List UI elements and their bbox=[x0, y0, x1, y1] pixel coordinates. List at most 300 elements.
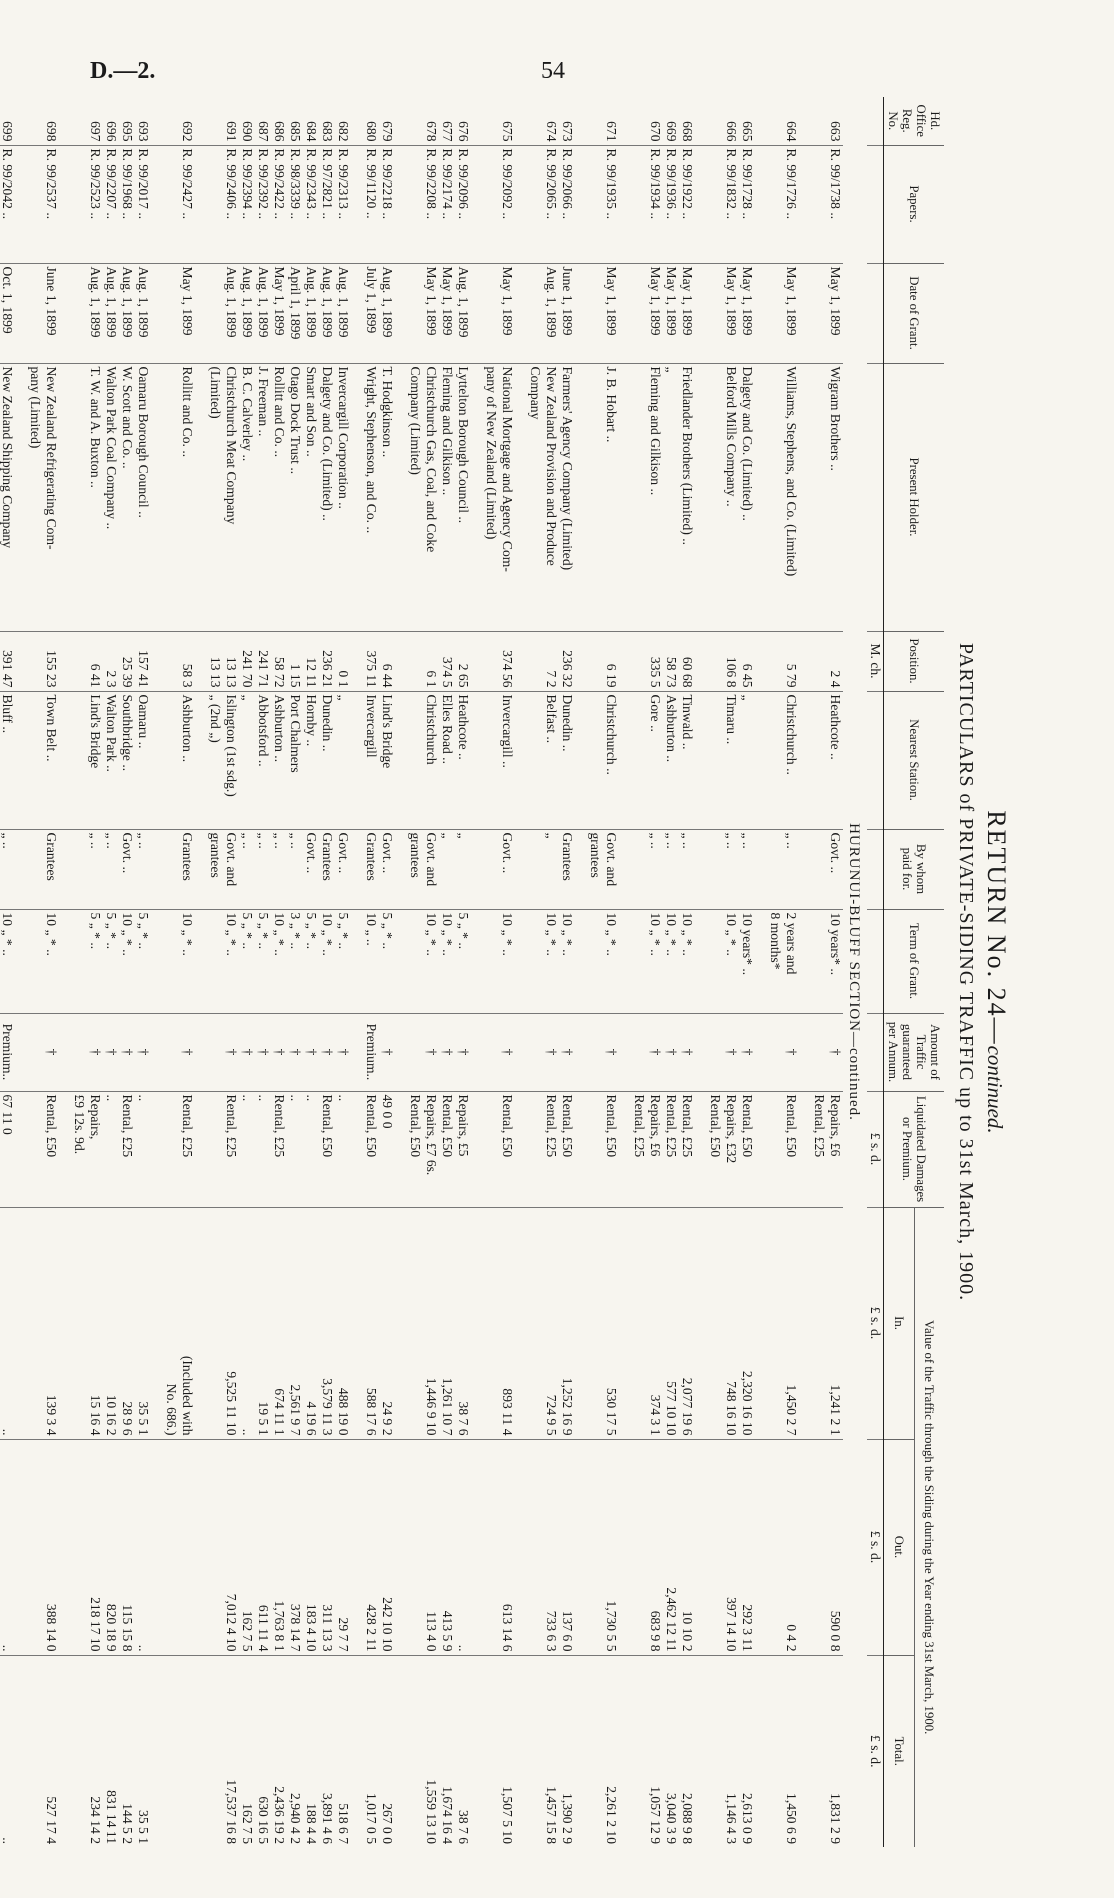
cell-reg-no: 695 bbox=[119, 97, 135, 145]
cell-in bbox=[483, 1207, 499, 1439]
table-row bbox=[543, 97, 559, 1847]
cell-term bbox=[71, 909, 87, 1013]
cell-total: 630 16 5 bbox=[256, 1796, 271, 1844]
cell-reg-no: 669 bbox=[663, 97, 679, 145]
cell-paid-by bbox=[527, 829, 543, 909]
table-row bbox=[303, 97, 319, 1847]
col-paid-by: By whom paid for. bbox=[884, 829, 945, 909]
cell-paid-by: „ bbox=[439, 829, 455, 909]
cell-in bbox=[587, 1207, 603, 1439]
return-title: RETURN No. 24—continued. bbox=[982, 810, 1011, 1134]
cell-damages: £9 12s. 9d. bbox=[71, 1091, 87, 1207]
cell-position bbox=[767, 631, 783, 691]
cell-station: Islington (1st sdg.) bbox=[223, 691, 239, 829]
cell-damages: Repairs, £6 bbox=[827, 1091, 843, 1207]
cell-papers: R. 99/1726 .. bbox=[783, 145, 799, 263]
cell-paid-by: „ .. bbox=[0, 829, 15, 909]
cell-out: 428 2 11 bbox=[363, 1439, 379, 1655]
cell-station: Christchurch .. bbox=[603, 691, 619, 829]
cell-damages: .. bbox=[287, 1091, 303, 1207]
cell-paid-by: „ .. bbox=[87, 829, 103, 909]
spacer-cell bbox=[471, 1439, 483, 1655]
cell-out bbox=[407, 1439, 423, 1655]
cell-traffic: † bbox=[647, 1013, 663, 1091]
cell-papers: R. 99/1968 .. bbox=[119, 145, 135, 263]
cell-date bbox=[527, 263, 543, 363]
spacer-cell bbox=[395, 1013, 407, 1091]
cell-term: 10 „ * .. bbox=[603, 909, 619, 1013]
cell-damages: Rental, £25 bbox=[271, 1091, 287, 1207]
cell-reg-no: 670 bbox=[647, 97, 663, 145]
cell-paid-by: Govt. .. bbox=[303, 829, 319, 909]
cell-position: 374 56 bbox=[499, 631, 515, 691]
cell-term: 10 years* .. bbox=[827, 909, 843, 1013]
col-value-group: Value of the Traffic through the Siding during the Year ending 31st March, 1900. bbox=[914, 1207, 944, 1847]
spacer-cell bbox=[151, 263, 163, 363]
group-spacer bbox=[515, 97, 527, 1847]
cell-position: 6 41 bbox=[87, 631, 103, 691]
spacer-cell bbox=[515, 1013, 527, 1091]
cell-holder bbox=[631, 363, 647, 631]
spacer-cell bbox=[695, 1439, 707, 1655]
cell-damages: .. bbox=[103, 1091, 119, 1207]
cell-position: 7 2 bbox=[543, 631, 559, 691]
table-row bbox=[103, 97, 119, 1847]
cell-traffic: † bbox=[603, 1013, 619, 1091]
spacer-cell bbox=[755, 829, 767, 909]
cell-damages: Rental, £25 bbox=[179, 1091, 195, 1207]
cell-reg-no: 671 bbox=[603, 97, 619, 145]
cell-date: May 1, 1899 bbox=[439, 263, 455, 363]
cell-date bbox=[71, 263, 87, 363]
cell-in: .. bbox=[0, 1207, 15, 1439]
cell-station: Timaru .. bbox=[723, 691, 739, 829]
cell-out: 2,462 12 11 bbox=[663, 1439, 679, 1655]
cell-reg-no bbox=[71, 97, 87, 145]
cell-date bbox=[587, 263, 603, 363]
spacer-cell bbox=[575, 1207, 587, 1439]
cell-term: 8 months* bbox=[767, 909, 783, 1013]
cell-traffic: † bbox=[559, 1013, 575, 1091]
cell-position: 6 1 bbox=[423, 631, 439, 691]
cell-total bbox=[811, 1655, 827, 1847]
cell-paid-by: „ .. bbox=[739, 829, 755, 909]
spacer-cell bbox=[195, 829, 207, 909]
cell-position: 1 15 bbox=[287, 631, 303, 691]
cell-paid-by bbox=[767, 829, 783, 909]
cell-total: 35 5 1 bbox=[136, 1810, 151, 1844]
cell-papers: R. 99/2174 .. bbox=[439, 145, 455, 263]
table-row bbox=[319, 97, 335, 1847]
cell-total: 518 6 7 bbox=[336, 1803, 351, 1844]
spacer-cell bbox=[755, 1207, 767, 1439]
spacer-cell bbox=[515, 1655, 527, 1847]
cell-in bbox=[71, 1207, 87, 1439]
cell-position bbox=[407, 631, 423, 691]
cell-station: Tinwald .. bbox=[679, 691, 695, 829]
document-reference: D.—2. bbox=[90, 58, 156, 84]
cell-total: 144 5 2 bbox=[120, 1803, 135, 1844]
spacer-cell bbox=[575, 145, 587, 263]
cell-date: Aug. 1, 1899 bbox=[379, 263, 395, 363]
cell-in: 4 19 6 bbox=[303, 1207, 319, 1439]
cell-traffic: † bbox=[335, 1013, 351, 1091]
spacer-cell bbox=[195, 97, 207, 145]
table-row bbox=[783, 97, 799, 1847]
spacer-cell bbox=[151, 1207, 163, 1439]
group-spacer bbox=[59, 97, 71, 1847]
cell-reg-no: 668 bbox=[679, 97, 695, 145]
cell-paid-by: Govt. .. bbox=[379, 829, 395, 909]
cell-in: 2,077 19 6 bbox=[679, 1207, 695, 1439]
cell-reg-no: 664 bbox=[783, 97, 799, 145]
cell-out: 292 3 11 bbox=[739, 1439, 755, 1655]
spacer-cell bbox=[351, 1207, 363, 1439]
spacer-cell bbox=[151, 1091, 163, 1207]
cell-out: 162 7 5 bbox=[239, 1439, 255, 1655]
cell-term: 5 „ * .. bbox=[239, 909, 255, 1013]
spacer-cell bbox=[351, 909, 363, 1013]
spacer-cell bbox=[15, 1091, 27, 1207]
table-row bbox=[27, 97, 43, 1847]
cell-in bbox=[407, 1207, 423, 1439]
cell-in: .. bbox=[239, 1207, 255, 1439]
cell-papers bbox=[811, 145, 827, 263]
cell-total: 38 7 6 bbox=[456, 1810, 471, 1844]
table-row bbox=[379, 97, 395, 1847]
cell-paid-by: Govt. and bbox=[423, 829, 439, 909]
cell-damages: Rental, £50 bbox=[439, 1091, 455, 1207]
cell-papers: R. 99/2017 .. bbox=[135, 145, 151, 263]
cell-holder: Wigram Brothers .. bbox=[827, 363, 843, 631]
cell-total bbox=[587, 1655, 603, 1847]
spacer-cell bbox=[515, 97, 527, 145]
cell-total: 162 7 5 bbox=[240, 1803, 255, 1844]
table-row bbox=[631, 97, 647, 1847]
table-row bbox=[223, 97, 239, 1847]
cell-date: Aug. 1, 1899 bbox=[543, 263, 559, 363]
cell-out bbox=[163, 1439, 179, 1655]
cell-in: 38 7 6 bbox=[455, 1207, 471, 1439]
spacer-cell bbox=[395, 1655, 407, 1847]
cell-paid-by: „ .. bbox=[679, 829, 695, 909]
spacer-cell bbox=[151, 631, 163, 691]
cell-date: Aug. 1, 1899 bbox=[303, 263, 319, 363]
cell-paid-by bbox=[707, 829, 723, 909]
spacer-cell bbox=[351, 631, 363, 691]
cell-traffic bbox=[587, 1013, 603, 1091]
cell-date: Aug. 1, 1899 bbox=[223, 263, 239, 363]
cell-in bbox=[811, 1207, 827, 1439]
table-row bbox=[179, 97, 195, 1847]
cell-out: 0 4 2 bbox=[783, 1439, 799, 1655]
cell-damages: Repairs, £6 bbox=[647, 1091, 663, 1207]
spacer-cell bbox=[471, 1655, 483, 1847]
cell-traffic bbox=[527, 1013, 543, 1091]
cell-term bbox=[631, 909, 647, 1013]
cell-in: 577 10 10 bbox=[663, 1207, 679, 1439]
cell-traffic: † bbox=[43, 1013, 59, 1091]
cell-out: 683 9 8 bbox=[647, 1439, 663, 1655]
cell-paid-by: Govt. .. bbox=[827, 829, 843, 909]
cell-total: 3,040 3 9 bbox=[664, 1793, 679, 1844]
spacer-cell bbox=[755, 263, 767, 363]
cell-papers: R. 99/2208 .. bbox=[423, 145, 439, 263]
spacer-cell bbox=[15, 829, 27, 909]
cell-in: 748 16 10 bbox=[723, 1207, 739, 1439]
cell-papers: R. 99/1936 .. bbox=[663, 145, 679, 263]
spacer-cell bbox=[351, 145, 363, 263]
cell-in: 24 9 2 bbox=[379, 1207, 395, 1439]
table-row bbox=[43, 97, 59, 1847]
group-spacer bbox=[799, 97, 811, 1847]
cell-traffic: † bbox=[103, 1013, 119, 1091]
cell-position bbox=[587, 631, 603, 691]
cell-traffic: † bbox=[739, 1013, 755, 1091]
cell-paid-by bbox=[483, 829, 499, 909]
cell-date: May 1, 1899 bbox=[739, 263, 755, 363]
spacer-cell bbox=[619, 1207, 631, 1439]
cell-traffic: † bbox=[439, 1013, 455, 1091]
cell-term: 10 „ * .. bbox=[179, 909, 195, 1013]
cell-out bbox=[527, 1439, 543, 1655]
private-siding-table bbox=[0, 97, 944, 1847]
spacer-cell bbox=[151, 145, 163, 263]
cell-station: Ashburton .. bbox=[271, 691, 287, 829]
spacer-cell bbox=[799, 691, 811, 829]
table-row bbox=[455, 97, 471, 1847]
cell-holder: Dalgety and Co. (Limited) .. bbox=[319, 363, 335, 631]
cell-damages: Repairs, £32 bbox=[723, 1091, 739, 1207]
spacer-cell bbox=[351, 1655, 363, 1847]
cell-total: 267 0 0 bbox=[380, 1803, 395, 1844]
cell-term: 10 „ .. bbox=[363, 909, 379, 1013]
cell-term bbox=[527, 909, 543, 1013]
cell-paid-by: Govt. .. bbox=[119, 829, 135, 909]
table-row bbox=[499, 97, 515, 1847]
spacer-cell bbox=[799, 1439, 811, 1655]
cell-reg-no bbox=[631, 97, 647, 145]
cell-holder bbox=[71, 363, 87, 631]
cell-paid-by: grantees bbox=[587, 829, 603, 909]
cell-damages: Rental, £25 bbox=[223, 1091, 239, 1207]
page-header bbox=[0, 0, 1114, 100]
cell-date bbox=[631, 263, 647, 363]
cell-papers: R. 99/2427 .. bbox=[179, 145, 195, 263]
cell-date: Aug. 1, 1899 bbox=[103, 263, 119, 363]
cell-station: Elles Road .. bbox=[439, 691, 455, 829]
spacer-cell bbox=[395, 363, 407, 631]
spacer-cell bbox=[151, 1439, 163, 1655]
spacer-cell bbox=[619, 263, 631, 363]
cell-station bbox=[71, 691, 87, 829]
cell-reg-no bbox=[767, 97, 783, 145]
spacer-cell bbox=[695, 909, 707, 1013]
cell-papers bbox=[707, 145, 723, 263]
cell-traffic bbox=[207, 1013, 223, 1091]
cell-date: Aug. 1, 1899 bbox=[119, 263, 135, 363]
cell-term bbox=[407, 909, 423, 1013]
spacer-cell bbox=[395, 97, 407, 145]
spacer-cell bbox=[619, 631, 631, 691]
cell-papers bbox=[527, 145, 543, 263]
spacer-cell bbox=[59, 1013, 71, 1091]
spacer-cell bbox=[15, 691, 27, 829]
spacer-cell bbox=[575, 1439, 587, 1655]
spacer-cell bbox=[15, 263, 27, 363]
col-out: Out. bbox=[884, 1439, 915, 1655]
cell-total bbox=[27, 1655, 43, 1847]
cell-station: Gore .. bbox=[647, 691, 663, 829]
cell-date: May 1, 1899 bbox=[179, 263, 195, 363]
spacer-cell bbox=[619, 691, 631, 829]
spacer-cell bbox=[515, 829, 527, 909]
table-row bbox=[87, 97, 103, 1847]
spacer-cell bbox=[15, 1207, 27, 1439]
cell-paid-by: „ .. bbox=[647, 829, 663, 909]
spacer-cell bbox=[695, 829, 707, 909]
cell-station bbox=[767, 691, 783, 829]
table-row bbox=[135, 97, 151, 1847]
table-row bbox=[71, 97, 87, 1847]
cell-term bbox=[587, 909, 603, 1013]
table-row bbox=[723, 97, 739, 1847]
cell-reg-no: 680 bbox=[363, 97, 379, 145]
spacer-cell bbox=[799, 97, 811, 145]
table-row bbox=[679, 97, 695, 1847]
spacer-cell bbox=[395, 263, 407, 363]
spacer-cell bbox=[799, 363, 811, 631]
cell-out: .. bbox=[455, 1439, 471, 1655]
cell-holder: Invercargill Corporation .. bbox=[335, 363, 351, 631]
cell-papers: R. 99/2343 .. bbox=[303, 145, 319, 263]
cell-station: Lind's Bridge bbox=[379, 691, 395, 829]
cell-station: Invercargill .. bbox=[499, 691, 515, 829]
spacer-cell bbox=[619, 909, 631, 1013]
spacer-cell bbox=[59, 263, 71, 363]
cell-total: 1,831 2 9 bbox=[828, 1793, 843, 1844]
cell-papers: R. 99/2092 .. bbox=[499, 145, 515, 263]
spacer-cell bbox=[151, 909, 163, 1013]
cell-term: 10 „ * .. bbox=[559, 909, 575, 1013]
cell-papers: R. 99/2065 .. bbox=[543, 145, 559, 263]
spacer-cell bbox=[799, 1207, 811, 1439]
cell-paid-by: Grantees bbox=[559, 829, 575, 909]
col-holder: Present Holder. bbox=[884, 363, 945, 631]
cell-holder: Fleming and Gilkison .. bbox=[439, 363, 455, 631]
spacer-cell bbox=[799, 145, 811, 263]
cell-holder bbox=[767, 363, 783, 631]
spacer-cell bbox=[195, 145, 207, 263]
cell-station: Heathcote .. bbox=[455, 691, 471, 829]
cell-holder: Wright, Stephenson, and Co. .. bbox=[363, 363, 379, 631]
cell-out bbox=[811, 1439, 827, 1655]
cell-traffic: † bbox=[239, 1013, 255, 1091]
cell-position: 60 68 bbox=[679, 631, 695, 691]
cell-reg-no: 679 bbox=[379, 97, 395, 145]
cell-paid-by: „ .. bbox=[723, 829, 739, 909]
table-row bbox=[0, 97, 15, 1847]
cell-date bbox=[767, 263, 783, 363]
cell-date: May 1, 1899 bbox=[271, 263, 287, 363]
spacer-cell bbox=[15, 1013, 27, 1091]
cell-station: Ashburton .. bbox=[179, 691, 195, 829]
cell-damages: Rental, £25 bbox=[543, 1091, 559, 1207]
cell-station: „ bbox=[739, 691, 755, 829]
cell-paid-by: Grantees bbox=[319, 829, 335, 909]
cell-total: 2,261 2 10 bbox=[604, 1786, 619, 1844]
cell-holder bbox=[707, 363, 723, 631]
spacer-cell bbox=[395, 691, 407, 829]
spacer-cell bbox=[471, 631, 483, 691]
cell-reg-no: 683 bbox=[319, 97, 335, 145]
group-spacer bbox=[351, 97, 363, 1847]
group-spacer bbox=[195, 97, 207, 1847]
cell-position: 155 23 bbox=[43, 631, 59, 691]
cell-out bbox=[631, 1439, 647, 1655]
spacer-cell bbox=[59, 363, 71, 631]
cell-total bbox=[707, 1655, 723, 1847]
spacer-cell bbox=[575, 1655, 587, 1847]
cell-damages: .. bbox=[335, 1091, 351, 1207]
spacer-cell bbox=[195, 1655, 207, 1847]
spacer-cell bbox=[755, 97, 767, 145]
spacer-cell bbox=[575, 1091, 587, 1207]
cell-position: 58 73 bbox=[663, 631, 679, 691]
cell-paid-by: „ .. bbox=[135, 829, 151, 909]
spacer-cell bbox=[395, 1439, 407, 1655]
cell-papers: R. 99/2392 .. bbox=[255, 145, 271, 263]
cell-total: 1,390 2 9 bbox=[560, 1793, 575, 1844]
cell-position bbox=[527, 631, 543, 691]
cell-total bbox=[71, 1655, 87, 1847]
cell-position bbox=[631, 631, 647, 691]
spacer-cell bbox=[151, 97, 163, 145]
table-body bbox=[0, 97, 884, 1847]
cell-position bbox=[71, 631, 87, 691]
cell-papers: R. 98/3339 .. bbox=[287, 145, 303, 263]
cell-term bbox=[707, 909, 723, 1013]
cell-papers: R. 99/2207 .. bbox=[103, 145, 119, 263]
cell-holder: B. C. Calverley .. bbox=[239, 363, 255, 631]
cell-paid-by: „ .. bbox=[663, 829, 679, 909]
cell-reg-no: 693 bbox=[135, 97, 151, 145]
cell-paid-by: „ bbox=[455, 829, 471, 909]
cell-traffic: † bbox=[303, 1013, 319, 1091]
cell-paid-by: Govt. and bbox=[603, 829, 619, 909]
cell-total: 1,017 0 5 bbox=[364, 1793, 379, 1844]
spacer-cell bbox=[695, 1091, 707, 1207]
cell-date: May 1, 1899 bbox=[723, 263, 739, 363]
cell-total: 1,674 16 4 bbox=[440, 1786, 455, 1844]
cell-station: Walton Park .. bbox=[103, 691, 119, 829]
col-date: Date of Grant. bbox=[884, 263, 945, 363]
cell-in: 1,450 2 7 bbox=[783, 1207, 799, 1439]
cell-total bbox=[179, 1655, 195, 1847]
table-row bbox=[827, 97, 843, 1847]
cell-station: Bluff .. bbox=[0, 691, 15, 829]
col-total: Total. bbox=[884, 1655, 915, 1847]
cell-out: 413 5 9 bbox=[439, 1439, 455, 1655]
spacer-cell bbox=[619, 1091, 631, 1207]
spacer-cell bbox=[471, 263, 483, 363]
cell-papers: R. 99/1738 .. bbox=[827, 145, 843, 263]
cell-traffic: † bbox=[723, 1013, 739, 1091]
cell-in bbox=[707, 1207, 723, 1439]
spacer-cell bbox=[471, 829, 483, 909]
cell-papers: R. 99/2422 .. bbox=[271, 145, 287, 263]
cell-damages: Rental, £50 bbox=[363, 1091, 379, 1207]
